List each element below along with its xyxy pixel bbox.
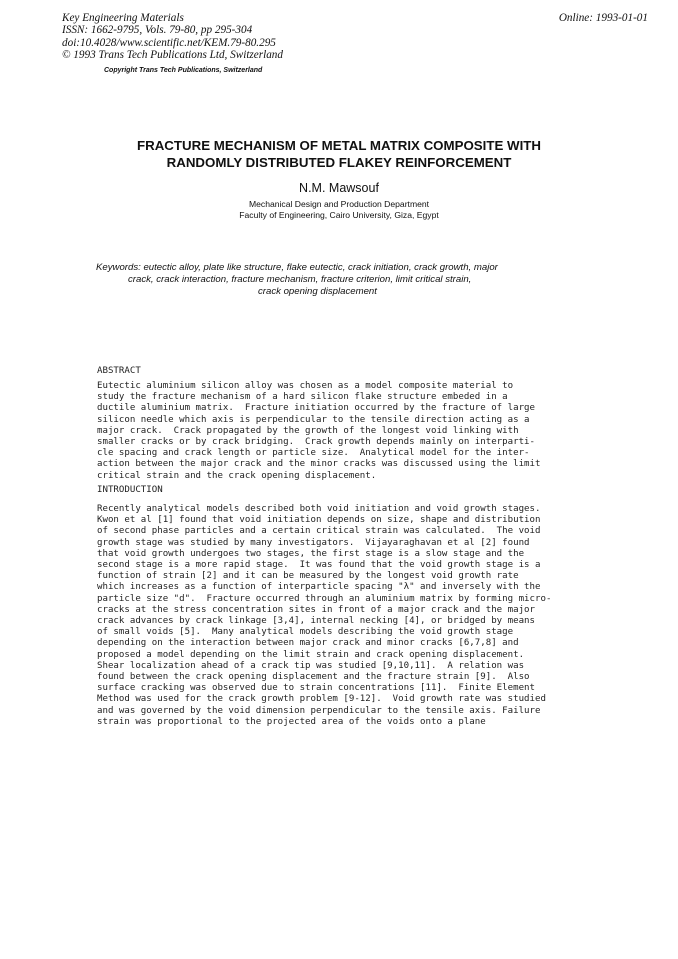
author: N.M. Mawsouf (299, 181, 379, 195)
text-line: function of strain [2] and it can be measured by the longest void growth rate (97, 571, 519, 582)
text-line: Method was used for the crack growth problem [9-12]. Void growth rate was studied (97, 694, 546, 705)
text-line: study the fracture mechanism of a hard silicon flake structure embeded in a (97, 392, 508, 403)
keywords-line: crack, crack interaction, fracture mechanism, fracture criterion, limit critical strain, (128, 274, 472, 285)
journal-name: Key Engineering Materials (62, 12, 184, 24)
keywords-line: Keywords: eutectic alloy, plate like structure, flake eutectic, crack initiation, crack growth, major (96, 262, 498, 273)
text-line: critical strain and the crack opening displacement. (97, 470, 377, 481)
keywords-line: crack opening displacement (258, 286, 377, 297)
text-line: silicon needle which axis is perpendicular to the tensile direction acting as a (97, 414, 530, 425)
affiliation-line: Mechanical Design and Production Department (248, 199, 430, 209)
text-line: of small voids [5]. Many analytical models describing the void growth stage (97, 627, 514, 638)
journal-header (62, 12, 283, 62)
text-line: depending on the interaction between major crack and minor cracks [6,7,8] and (97, 638, 519, 649)
text-line: particle size "d". Fracture occurred through an aluminium matrix by forming micro- (97, 593, 552, 604)
text-line: Eutectic aluminium silicon alloy was chosen as a model composite material to (97, 381, 514, 391)
text-line: major crack. Crack propagated by the growth of the longest void linking with (97, 425, 519, 436)
text-line: surface cracking was observed due to strain concentrations [11]. Finite Element (97, 683, 535, 694)
text-line: growth stage was studied by many investigators. Vijayaraghavan et al [2] found (97, 537, 530, 548)
text-line: Recently analytical models described both void initiation and void growth stages. (97, 504, 541, 514)
text-line: Kwon et al [1] found that void initiation depends on size, shape and distribution (97, 515, 541, 526)
text-line: cle spacing and crack length or particle size. Analytical model for the inter- (97, 448, 530, 459)
keywords (96, 262, 576, 298)
abstract-body (97, 381, 540, 482)
text-line: which increases as a function of interparticle spacing "λ" and inversely with the (97, 582, 541, 593)
text-line: ductile aluminium matrix. Fracture initiation occurred by the fracture of large (97, 403, 535, 414)
text-line: second stage is a more rapid stage. It was found that the void growth stage is a (97, 560, 541, 571)
doi-line: doi:10.4028/www.scientific.net/KEM.79-80.295 (62, 36, 276, 49)
introduction-body (97, 504, 551, 728)
title-line: RANDOMLY DISTRIBUTED FLAKEY REINFORCEMENT (166, 155, 512, 170)
paper-title (0, 137, 678, 171)
affiliation (0, 199, 678, 221)
affiliation-line: Faculty of Engineering, Cairo University, Giza, Egypt (239, 210, 439, 220)
text-line: that void growth undergoes two stages, the first stage is a slow stage and the (97, 548, 525, 559)
text-line: action between the major crack and the minor cracks was discussed using the limit (97, 459, 541, 470)
online-date: Online: 1993-01-01 (558, 12, 648, 24)
text-line: and was governed by the void dimension perpendicular to the tensile axis. Failure (97, 705, 541, 716)
issn-line: ISSN: 1662-9795, Vols. 79-80, pp 295-304 (62, 24, 253, 37)
text-line: of second phase particles and a certain critical strain was calculated. The void (97, 526, 541, 537)
introduction-heading: INTRODUCTION (97, 485, 163, 495)
copyright-notice: Copyright Trans Tech Publications, Switzerland (104, 67, 263, 74)
text-line: strain was proportional to the projected area of the voids onto a plane (97, 716, 486, 727)
abstract-heading: ABSTRACT (97, 366, 141, 376)
text-line: smaller cracks or by crack bridging. Crack growth depends mainly on interparti- (97, 437, 535, 448)
title-line: FRACTURE MECHANISM OF METAL MATRIX COMPOSITE WITH (136, 138, 542, 153)
text-line: proposed a model depending on the limit strain and crack opening displacement. (97, 649, 525, 660)
text-line: found between the crack opening displacement and the fracture strain [9]. Also (97, 672, 530, 683)
text-line: crack advances by crack linkage [3,4], internal necking [4], or bridged by means (97, 616, 535, 627)
text-line: Shear localization ahead of a crack tip was studied [9,10,11]. A relation was (97, 660, 525, 671)
text-line: cracks at the stress concentration sites in front of a major crack and the major (97, 604, 535, 615)
copyright-line: © 1993 Trans Tech Publications Ltd, Switzerland (62, 49, 283, 62)
